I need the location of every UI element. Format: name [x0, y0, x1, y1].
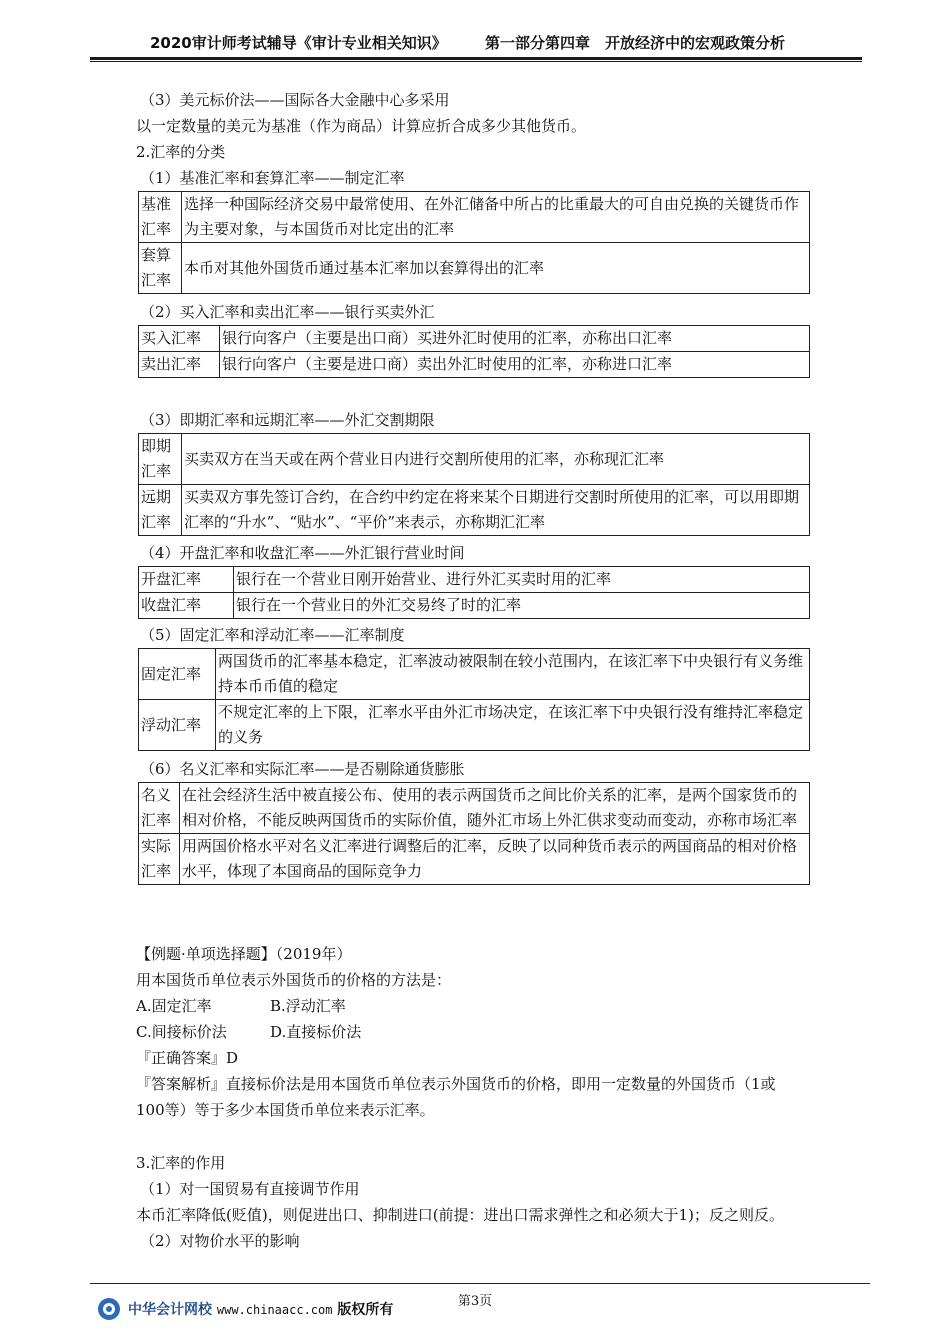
- table-row: [139, 700, 810, 751]
- footer-brand-name: 中华会计网校: [128, 1302, 212, 1318]
- table-key-cell: 基准 汇率: [139, 192, 182, 243]
- footer-brand: [128, 1299, 393, 1319]
- table-spot-forward-rate: [138, 433, 810, 536]
- table-value-cell: 不规定汇率的上下限，汇率水平由外汇市场决定，在该汇率下中央银行没有维持汇率稳定的义务: [216, 700, 810, 751]
- table-value-cell: 买卖双方在当天或在两个营业日内进行交割所使用的汇率，亦称现汇汇率: [182, 434, 810, 485]
- table-row: [139, 783, 810, 834]
- table-row: [139, 834, 810, 885]
- answer-analysis-line1: 『答案解析』直接标价法是用本国货币单位表示外国货币的价格，即用一定数量的外国货币（1或: [136, 1075, 776, 1093]
- table-key-cell: 卖出汇率: [139, 352, 220, 378]
- table-row: [139, 192, 810, 243]
- table-row: [139, 567, 810, 593]
- table-value-cell: 选择一种国际经济交易中最常使用、在外汇储备中所占的比重最大的可自由兑换的关键货币作为主要对象，与本国货币对比定出的汇率: [182, 192, 810, 243]
- table-value-cell: 两国货币的汇率基本稳定，汇率波动被限制在较小范围内，在该汇率下中央银行有义务维持本币币值的稳定: [216, 649, 810, 700]
- table-value-cell: 在社会经济生活中被直接公布、使用的表示两国货币之间比价关系的汇率，是两个国家货币的相对价格，不能反映两国货币的实际价值，随外汇市场上外汇供求变动而变动，亦称市场汇率: [180, 783, 810, 834]
- table-key-cell: 实际 汇率: [139, 834, 180, 885]
- table-value-cell: 银行在一个营业日刚开始营业、进行外汇买卖时用的汇率: [234, 567, 810, 593]
- subheading-trade-effect: （1）对一国贸易有直接调节作用: [140, 1180, 360, 1198]
- section-heading-role: 3.汇率的作用: [136, 1154, 226, 1172]
- option-d: D.直接标价法: [270, 1023, 362, 1041]
- table-value-cell: 买卖双方事先签订合约，在合约中约定在将来某个日期进行交割时所使用的汇率，可以用即期汇率的“升水”、“贴水”、“平价”来表示，亦称期汇汇率: [182, 485, 810, 536]
- header-book-title: 2020审计师考试辅导《审计专业相关知识》: [150, 34, 447, 52]
- table-row: [139, 243, 810, 294]
- table-value-cell: 银行向客户（主要是进口商）卖出外汇时使用的汇率，亦称进口汇率: [220, 352, 810, 378]
- table-open-close-rate: [138, 566, 810, 619]
- table-key-cell: 收盘汇率: [139, 593, 234, 619]
- subheading-buy-sell: （2）买入汇率和卖出汇率——银行买卖外汇: [140, 303, 435, 321]
- table-value-cell: 银行在一个营业日的外汇交易终了时的汇率: [234, 593, 810, 619]
- table-row: [139, 485, 810, 536]
- table-key-cell: 远期 汇率: [139, 485, 182, 536]
- table-value-cell: 银行向客户（主要是出口商）买进外汇时使用的汇率，亦称出口汇率: [220, 326, 810, 352]
- footer-rights: 版权所有: [337, 1302, 394, 1318]
- table-row: [139, 593, 810, 619]
- header-chapter-title: 第一部分第四章 开放经济中的宏观政策分析: [485, 34, 786, 52]
- answer-analysis-line2: 100等）等于多少本国货币单位来表示汇率。: [136, 1101, 435, 1119]
- subheading-fixed-floating: （5）固定汇率和浮动汇率——汇率制度: [140, 626, 405, 644]
- subheading-price-effect: （2）对物价水平的影响: [140, 1232, 300, 1250]
- table-value-cell: 本币对其他外国货币通过基本汇率加以套算得出的汇率: [182, 243, 810, 294]
- paragraph-usd-quote: 以一定数量的美元为基准（作为商品）计算应折合成多少其他货币。: [136, 117, 587, 135]
- subheading-nominal-real: （6）名义汇率和实际汇率——是否剔除通货膨胀: [140, 760, 465, 778]
- table-key-cell: 套算 汇率: [139, 243, 182, 294]
- table-row: [139, 326, 810, 352]
- example-question-stem: 用本国货币单位表示外国货币的价格的方法是：: [136, 971, 452, 989]
- table-row: [139, 352, 810, 378]
- option-a: A.固定汇率: [136, 997, 212, 1015]
- option-c: C.间接标价法: [136, 1023, 227, 1041]
- chinaacc-logo-icon: [98, 1298, 120, 1320]
- table-key-cell: 即期 汇率: [139, 434, 182, 485]
- header-rule-thin: [90, 61, 862, 62]
- table-key-cell: 固定汇率: [139, 649, 216, 700]
- example-question-title: 【例题·单项选择题】（2019年）: [136, 945, 352, 963]
- page-header: [90, 30, 860, 56]
- table-base-cross-rate: [138, 191, 810, 294]
- subheading-spot-forward: （3）即期汇率和远期汇率——外汇交割期限: [140, 411, 435, 429]
- section-heading-classification: 2.汇率的分类: [136, 143, 226, 161]
- table-row: [139, 434, 810, 485]
- table-fixed-floating-rate: [138, 648, 810, 751]
- page-number: 第3页: [457, 1294, 493, 1309]
- footer-url[interactable]: www.chinaacc.com: [216, 1303, 333, 1317]
- subheading-base-cross: （1）基准汇率和套算汇率——制定汇率: [140, 169, 405, 187]
- table-row: [139, 649, 810, 700]
- option-b: B.浮动汇率: [270, 997, 346, 1015]
- header-rule: [90, 57, 862, 60]
- subheading-open-close: （4）开盘汇率和收盘汇率——外汇银行营业时间: [140, 544, 465, 562]
- footer-rule: [90, 1283, 870, 1284]
- subheading-usd-quote: （3）美元标价法——国际各大金融中心多采用: [140, 91, 450, 109]
- table-key-cell: 开盘汇率: [139, 567, 234, 593]
- correct-answer: 『正确答案』D: [136, 1049, 239, 1067]
- table-value-cell: 用两国价格水平对名义汇率进行调整后的汇率，反映了以同种货币表示的两国商品的相对价格水平，体现了本国商品的国际竞争力: [180, 834, 810, 885]
- table-key-cell: 浮动汇率: [139, 700, 216, 751]
- table-key-cell: 名义 汇率: [139, 783, 180, 834]
- table-nominal-real-rate: [138, 782, 810, 885]
- paragraph-trade-effect: 本币汇率降低(贬值)，则促进出口、抑制进口(前提：进出口需求弹性之和必须大于1)；反之则反。: [136, 1206, 784, 1224]
- table-buy-sell-rate: [138, 325, 810, 378]
- table-key-cell: 买入汇率: [139, 326, 220, 352]
